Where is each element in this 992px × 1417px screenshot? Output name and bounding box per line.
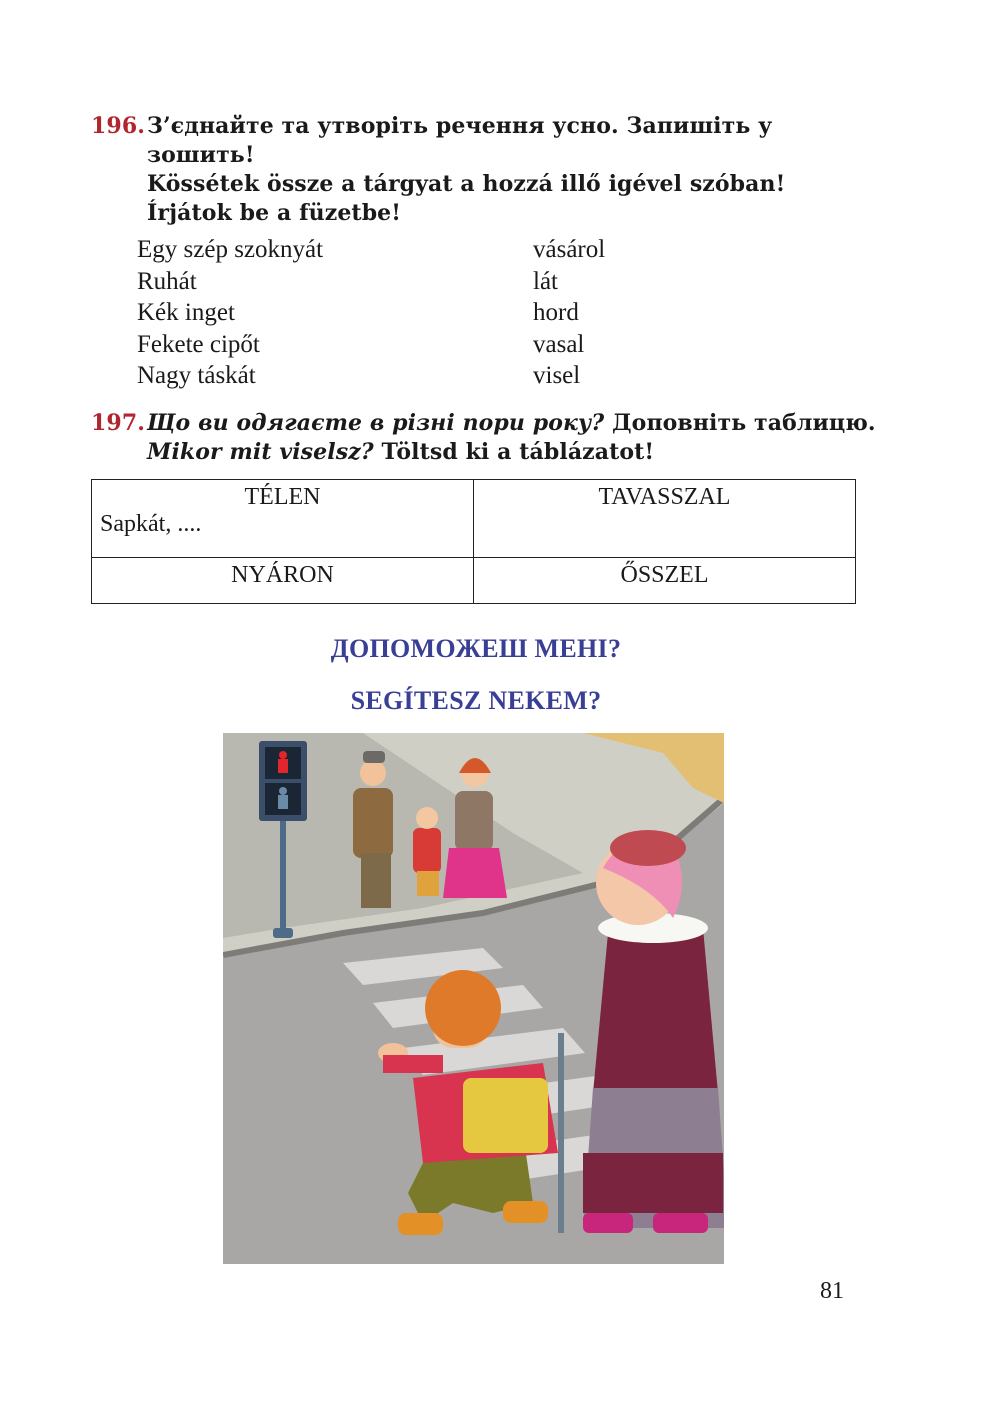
pair-verb: hord <box>533 299 579 326</box>
pair-verb: vasal <box>533 330 585 358</box>
heading-hungarian: SEGÍTESZ NEKEM? <box>350 686 602 715</box>
summer-label: NYÁRON <box>231 562 334 588</box>
seasons-table <box>91 479 856 604</box>
exercise-197-line2 <box>147 439 654 465</box>
exercise-197-instruction-ua: Доповніть таблицю. <box>604 410 876 436</box>
pair-object: Egy szép szoknyát <box>137 236 324 263</box>
winter-sample: Sapkát, .... <box>100 511 202 537</box>
exercise-196-line2: зошить! <box>147 142 255 168</box>
cell-spring[interactable] <box>474 480 856 558</box>
pair-verb: visel <box>533 362 581 389</box>
pair-verb: vásárol <box>533 236 606 263</box>
spring-label: TAVASSZAL <box>598 484 731 510</box>
winter-label: TÉLEN <box>244 484 321 510</box>
exercise-196-line3: Kössétek össze a tárgyat a hozzá illő igével szóban! <box>147 171 786 197</box>
pair-object: Kék inget <box>137 299 235 326</box>
pair-object: Ruhát <box>137 267 197 295</box>
exercise-196-line1 <box>91 113 772 139</box>
cell-summer[interactable] <box>92 558 474 604</box>
cell-winter[interactable] <box>92 480 474 558</box>
exercise-197-line1 <box>91 410 876 436</box>
pair-verb: lát <box>533 267 558 295</box>
pair-object: Nagy táskát <box>137 362 256 389</box>
exercise-197-instruction-hu: Töltsd ki a táblázatot! <box>373 439 655 465</box>
page-number: 81 <box>820 1278 844 1304</box>
exercise-196-ua-text: З’єднайте та утворіть речення усно. Запишіть у <box>147 113 773 139</box>
exercise-196-line4: Írjátok be a füzetbe! <box>147 200 402 226</box>
exercise-197-number: 197. <box>91 410 145 436</box>
heading-ukrainian: ДОПОМОЖЕШ МЕНІ? <box>330 634 622 663</box>
exercise-196-number: 196. <box>91 113 145 139</box>
street-crossing-illustration <box>223 733 724 1264</box>
cell-autumn[interactable] <box>474 558 856 604</box>
exercise-197-question-hu: Mikor mit viselsz? <box>147 439 374 465</box>
autumn-label: ŐSSZEL <box>620 562 709 588</box>
pair-object: Fekete cipőt <box>137 330 260 358</box>
exercise-197-question-ua: Що ви одягаєте в різні пори року? <box>147 410 605 436</box>
